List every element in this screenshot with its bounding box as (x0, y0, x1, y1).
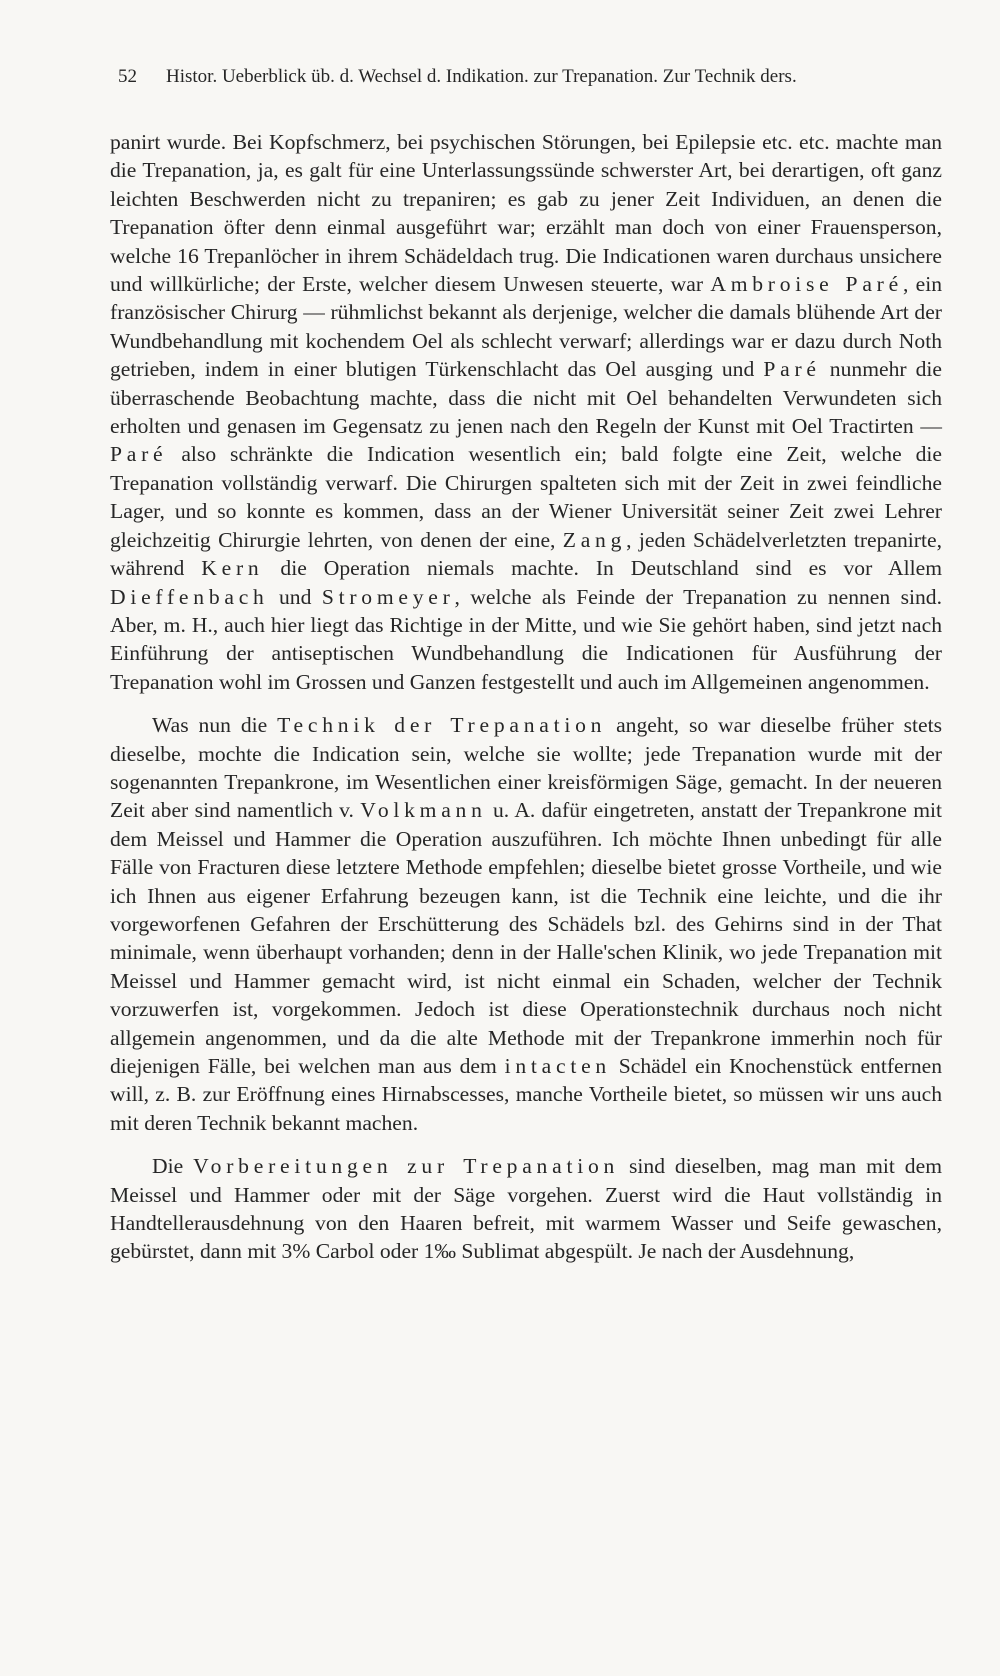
text-run: also schränkte die Indication wesentlich ein; bald folgte eine Zeit, welche die Trepanation vollständig verwarf. Die Chirurgen spalteten sich mit der Zeit in zwei feindliche Lager, und so konnte es kommen, dass an der Wiener Universität seiner Zeit zwei Lehrer gleichzeitig Chirurgie lehrten, von denen der eine, (110, 442, 942, 552)
spaced-emphasis-text: Technik der Trepanation (277, 713, 607, 738)
text-run: , welche als Feinde der Trepanation zu nennen sind. Aber, m. H., auch hier liegt das Richtige in der Mitte, und wie Sie gehört haben, sind jetzt nach Einführung der antiseptischen Wundbehandlung die Indicationen für Ausführung der Trepanation wohl im Grossen und Ganzen festgestellt und auch im Allgemeinen angenommen. (110, 584, 942, 694)
spaced-emphasis-text: Stromeyer (321, 584, 455, 609)
spaced-emphasis-text: Vorbereitungen zur Trepanation (193, 1154, 620, 1179)
text-run: u. A. dafür eingetreten, anstatt der Trepankrone mit dem Meissel und Hammer die Operation auszuführen. Ich möchte Ihnen unbedingt für alle Fälle von Fracturen diese letztere Methode empfehlen; dieselbe bietet grosse Vortheile, und wie ich Ihnen aus eigener Erfahrung bezeugen kann, ist die Technik eine leichte, und die ihr vorgeworfenen Gefahren der Erschütterung des Schädels bzl. des Gehirns sind in der That minimale, wenn überhaupt vorhanden; denn in der Halle'schen Klinik, wo jede Trepanation mit Meissel und Hammer gemacht wird, ist nicht einmal ein Schaden, welcher der Technik vorzuwerfen ist, vorgekommen. Jedoch ist diese Operationstechnik durchaus noch nicht allgemein angenommen, und da die alte Methode mit der Trepankrone immerhin noch für diejenigen Fälle, bei welchen man aus dem (110, 798, 942, 1078)
spaced-emphasis-text: Kern (201, 556, 264, 581)
text-run: und (268, 584, 322, 609)
text-run: Die (152, 1154, 194, 1179)
spaced-emphasis-text: Zang (562, 527, 627, 552)
text-run: , ein französischer Chirurg — rühmlichst bekannt als derjenige, welcher die damals blühende Art der Wundbehandlung mit kochendem Oel als schlecht verwarf; allerdings war er dazu durch Noth getrieben, indem in einer blutigen Türkenschlacht das Oel ausging und (110, 272, 942, 382)
spaced-emphasis-text: Paré (110, 442, 168, 467)
spaced-emphasis-text: intacten (504, 1054, 611, 1078)
paragraph-trepanation-technique (110, 711, 942, 1137)
paragraph-indications-history (110, 128, 942, 696)
text-run: Schädel ein Knochenstück entfernen will, z. B. zur Eröffnung eines Hirnabscesses, manche Vortheile bietet, so müssen wir uns auch mit deren Technik bekannt machen. (110, 1054, 942, 1135)
page-header (118, 64, 958, 98)
spaced-emphasis-text: Paré (763, 357, 821, 382)
text-run: angeht, so war dieselbe früher stets dieselbe, mochte die Indication sein, welche sie wollte; jede Trepanation wurde mit der sogenannten Trepankrone, im Wesentlichen einer kreisförmigen Säge, gemacht. In der neueren Zeit aber sind namentlich v. (110, 713, 942, 823)
text-run: nunmehr die überraschende Beobachtung machte, dass die nicht mit Oel behandelten Verwundeten sich erholten und genasen im Gegensatz zu jenen nach den Regeln der Kunst mit Oel Tractirten — (110, 357, 943, 439)
page-number: 52 (118, 66, 137, 87)
text-run: panirt wurde. Bei Kopfschmerz, bei psychischen Störungen, bei Epilepsie etc. etc. machte man die Trepanation, ja, es galt für eine Unterlassungssünde schwerster Art, bei derartigen, oft ganz leichten Beschwerden nicht zu trepaniren; es gab zu jener Zeit Individuen, an denen die Trepanation öfter denn einmal ausgeführt war; erzählt man doch von einer Frauensperson, welche 16 Trepanlöcher in ihrem Schädeldach trug. Die Indicationen waren durchaus unsichere und willkürliche; der Erste, welcher diesem Unwesen steuerte, war (110, 130, 942, 297)
spaced-emphasis-text: Dieffenbach (110, 584, 269, 609)
running-head: Histor. Ueberblick üb. d. Wechsel d. Indikation. zur Trepanation. Zur Technik ders. (166, 66, 797, 87)
text-run: sind dieselben, mag man mit dem Meissel und Hammer oder mit der Säge vorgehen. Zuerst wird die Haut vollständig in Handtellerausdehnung von den Haaren befreit, mit warmem Wasser und Seife gewaschen, gebürstet, dann mit 3% Carbol oder 1‰ Sublimat abgespült. Je nach der Ausdehnung, (110, 1154, 942, 1264)
spaced-emphasis-text: Volkmann (360, 798, 487, 823)
text-run: , jeden Schädelverletzten trepanirte, während (110, 527, 942, 581)
body-text (110, 128, 942, 1266)
paragraph-preparations (110, 1152, 942, 1266)
spaced-emphasis-text: Ambroise Paré (710, 272, 903, 297)
text-run: die Operation niemals machte. In Deutschland sind es vor Allem (263, 556, 943, 581)
text-run: Was nun die (152, 713, 278, 738)
